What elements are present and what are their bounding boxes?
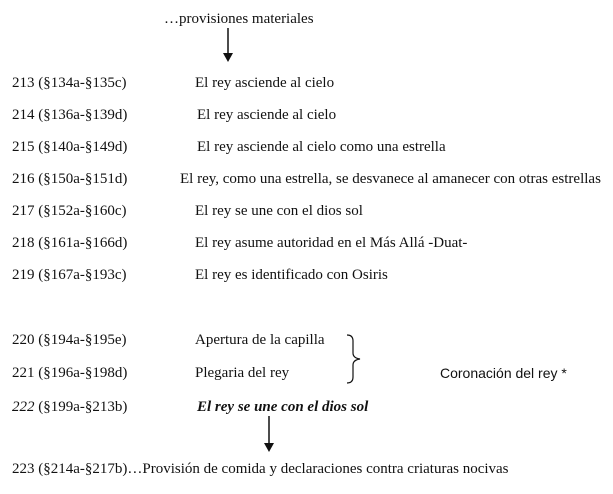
spell-desc-214: El rey asciende al cielo xyxy=(197,107,337,123)
spell-ref-214: 214 (§136a-§139d) xyxy=(12,107,128,123)
spell-ref-213: 213 (§134a-§135c) xyxy=(12,75,127,91)
group-label: Coronación del rey * xyxy=(440,365,567,381)
spell-ref-216: 216 (§150a-§151d) xyxy=(12,171,128,187)
spell-ref-222 xyxy=(12,398,127,416)
spell-desc-221: Plegaria del rey xyxy=(195,365,290,381)
spell-ref-215: 215 (§140a-§149d) xyxy=(12,139,128,155)
spell-ref-222-range: (§199a-§213b) xyxy=(34,399,128,415)
spell-ref-217: 217 (§152a-§160c) xyxy=(12,203,127,219)
top-note: …provisiones materiales xyxy=(164,11,314,27)
spell-desc-222: El rey se une con el dios sol xyxy=(197,399,369,415)
spell-ref-222-number: 222 xyxy=(12,399,35,415)
spell-desc-220: Apertura de la capilla xyxy=(195,332,325,348)
spell-desc-216: El rey, como una estrella, se desvanece al amanecer con otras estrellas xyxy=(180,171,601,187)
spell-desc-217: El rey se une con el dios sol xyxy=(195,203,363,219)
spell-ref-221: 221 (§196a-§198d) xyxy=(12,365,128,381)
down-arrow-icon xyxy=(261,416,277,454)
right-curly-brace xyxy=(344,334,366,384)
spell-line-223: 223 (§214a-§217b)…Provisión de comida y declaraciones contra criaturas nocivas xyxy=(12,461,509,477)
spell-desc-219: El rey es identificado con Osiris xyxy=(195,267,388,283)
spell-ref-219: 219 (§167a-§193c) xyxy=(12,267,127,283)
spell-ref-218: 218 (§161a-§166d) xyxy=(12,235,128,251)
down-arrow-icon xyxy=(220,28,236,64)
spell-desc-213: El rey asciende al cielo xyxy=(195,75,335,91)
spell-desc-215: El rey asciende al cielo como una estrella xyxy=(197,139,446,155)
spell-ref-220: 220 (§194a-§195e) xyxy=(12,332,127,348)
spell-desc-218: El rey asume autoridad en el Más Allá -Duat- xyxy=(195,235,468,251)
